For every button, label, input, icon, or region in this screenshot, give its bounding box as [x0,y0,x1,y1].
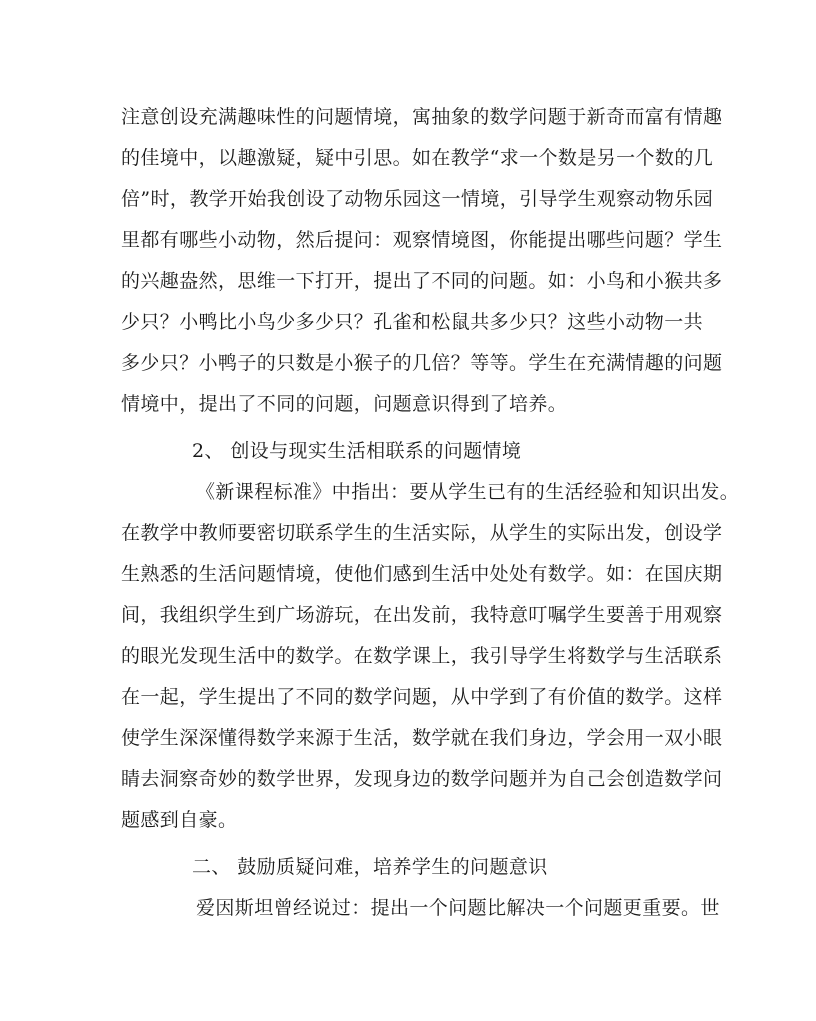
paragraph-3-line-1: 爱因斯坦曾经说过：提出一个问题比解决一个问题更重要。世 [196,897,720,919]
paragraph-1-line-7: 多少只？小鸭子的只数是小猴子的几倍？等等。学生在充满情趣的问题 [121,352,723,374]
paragraph-1-line-5: 的兴趣盎然，思维一下打开，提出了不同的问题。如：小鸟和小猴共多 [121,270,723,292]
paragraph-2-line-2: 在教学中教师要密切联系学生的生活实际，从学生的实际出发，创设学 [121,522,723,544]
paragraph-2-line-4: 间，我组织学生到广场游玩，在出发前，我特意叮嘱学生要善于用观察 [121,604,723,626]
paragraph-2-line-6: 在一起，学生提出了不同的数学问题，从中学到了有价值的数学。这样 [121,686,723,708]
section-heading-3: 二、 鼓励质疑问难，培养学生的问题意识 [192,856,548,878]
paragraph-1-line-6: 少只？小鸭比小鸟少多少只？孔雀和松鼠共多少只？这些小动物一共 [121,311,704,333]
paragraph-2-line-8: 睛去洞察奇妙的数学世界，发现身边的数学问题并为自己会创造数学问 [121,768,723,790]
paragraph-2-line-3: 生熟悉的生活问题情境，使他们感到生活中处处有数学。如：在国庆期 [121,563,723,585]
paragraph-1-line-2: 的佳境中，以趣激疑，疑中引思。如在教学“求一个数是另一个数的几 [121,147,714,169]
paragraph-1-line-4: 里都有哪些小动物，然后提问：观察情境图，你能提出哪些问题？学生 [121,229,723,251]
section-heading-2: 2、 创设与现实生活相联系的问题情境 [192,440,522,462]
paragraph-1-line-3: 倍”时，教学开始我创设了动物乐园这一情境，引导学生观察动物乐园 [121,188,714,210]
paragraph-1-line-8: 情境中，提出了不同的问题，问题意识得到了培养。 [121,393,568,415]
paragraph-2-line-7: 使学生深深懂得数学来源于生活，数学就在我们身边，学会用一双小眼 [121,727,723,749]
paragraph-2-line-1: 《新课程标准》中指出：要从学生已有的生活经验和知识出发。 [196,481,740,503]
paragraph-2-line-5: 的眼光发现生活中的数学。在数学课上，我引导学生将数学与生活联系 [121,645,723,667]
paragraph-1-line-1: 注意创设充满趣味性的问题情境，寓抽象的数学问题于新奇而富有情趣 [121,106,723,128]
paragraph-2-line-9: 题感到自豪。 [121,809,238,831]
